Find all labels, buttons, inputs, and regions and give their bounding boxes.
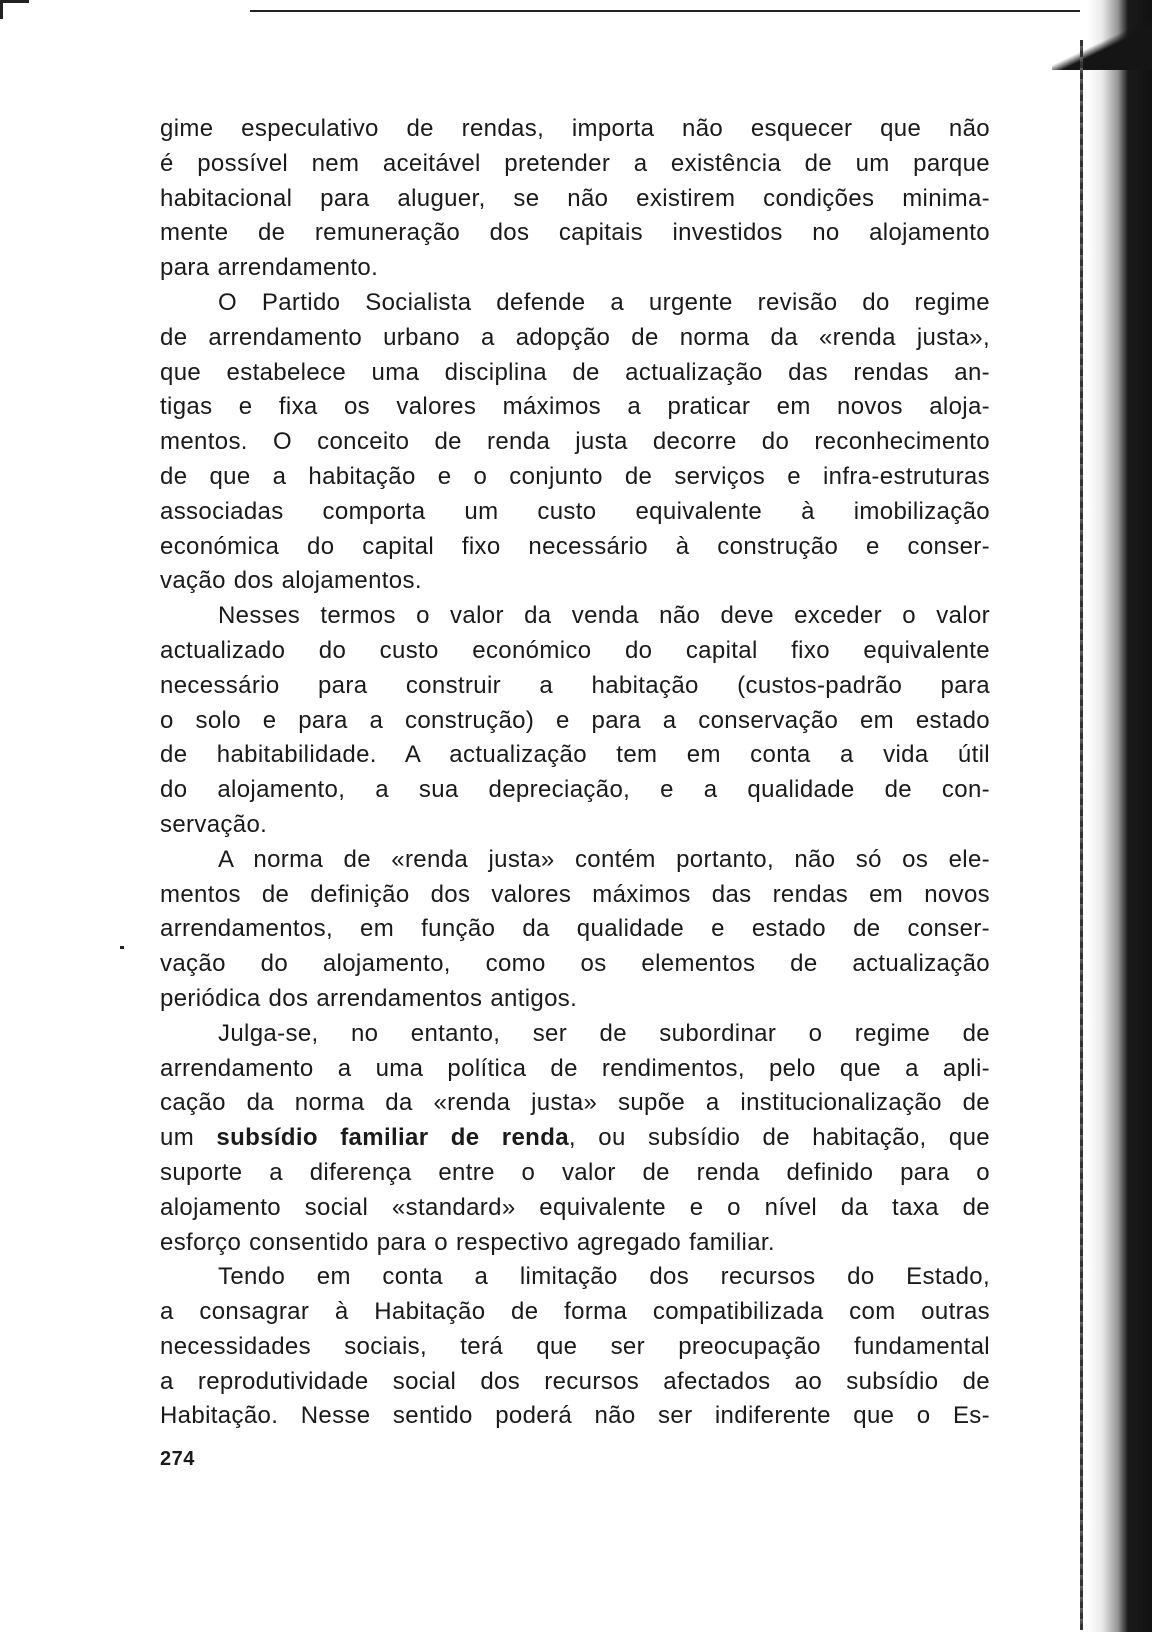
text-line: suporte a diferença entre o valor de renda definido para o <box>160 1158 990 1186</box>
text-line: periódica dos arrendamentos antigos. <box>160 984 578 1012</box>
text-line: O Partido Socialista defende a urgente revisão do regime <box>218 288 990 316</box>
top-rule <box>250 10 1080 12</box>
text-line: esforço consentido para o respectivo agregado familiar. <box>160 1228 775 1256</box>
corner-crop-mark <box>0 0 29 19</box>
text-line: arrendamentos, em função da qualidade e estado de conser- <box>160 915 990 943</box>
text-line: para arrendamento. <box>160 254 379 282</box>
text-line: Habitação. Nesse sentido poderá não ser indiferente que o Es- <box>160 1402 990 1430</box>
text-line: habitacional para aluguer, se não existirem condições minima- <box>160 184 990 212</box>
paragraph <box>160 1017 990 1261</box>
margin-dot <box>120 946 124 949</box>
text-line: actualizado do custo económico do capital fixo equivalente <box>160 636 990 664</box>
page-number: 274 <box>160 1448 195 1470</box>
text-line: Nesses termos o valor da venda não deve exceder o valor <box>218 602 990 630</box>
text-line: servação. <box>160 810 268 838</box>
text-line: Tendo em conta a limitação dos recursos do Estado, <box>218 1263 990 1291</box>
text-line: que estabelece uma disciplina de actualização das rendas an- <box>160 358 990 386</box>
paragraph <box>160 1260 990 1434</box>
text-line: arrendamento a uma política de rendimentos, pelo que a apli- <box>160 1054 990 1082</box>
text-line: a consagrar à Habitação de forma compatibilizada com outras <box>160 1298 990 1326</box>
text-line: mente de remuneração dos capitais investidos no alojamento <box>160 219 990 247</box>
text-line: mentos. O conceito de renda justa decorre do reconhecimento <box>160 428 990 456</box>
book-spine-edge <box>1080 40 1083 1630</box>
text-line: cação da norma da «renda justa» supõe a institucionalização de <box>160 1089 990 1117</box>
paragraph <box>160 286 990 599</box>
body-text <box>160 112 990 1434</box>
text-segment: , ou subsídio de habitação, que <box>568 1124 990 1152</box>
book-spine-shadow <box>1088 0 1152 1632</box>
text-line: necessidades sociais, terá que ser preocupação fundamental <box>160 1332 990 1360</box>
text-line: o solo e para a construção) e para a conservação em estado <box>160 706 990 734</box>
text-line: Julga-se, no entanto, ser de subordinar o regime de <box>218 1019 990 1047</box>
text-line-with-bold <box>160 1121 990 1156</box>
text-line: é possível nem aceitável pretender a existência de um parque <box>160 149 990 177</box>
text-segment: um <box>160 1124 217 1152</box>
text-line: de que a habitação e o conjunto de serviços e infra-estruturas <box>160 462 990 490</box>
paragraph <box>160 599 990 843</box>
bold-term: subsídio familiar de renda <box>216 1124 569 1152</box>
text-line: a reprodutividade social dos recursos afectados ao subsídio de <box>160 1367 990 1395</box>
text-line: vação do alojamento, como os elementos de actualização <box>160 950 990 978</box>
text-line: alojamento social «standard» equivalente e o nível da taxa de <box>160 1193 990 1221</box>
paragraph <box>160 112 990 286</box>
text-line: de habitabilidade. A actualização tem em conta a vida útil <box>160 741 990 769</box>
paragraph <box>160 843 990 1017</box>
text-line: associadas comporta um custo equivalente à imobilização <box>160 497 990 525</box>
text-line: de arrendamento urbano a adopção de norma da «renda justa», <box>160 323 990 351</box>
text-line: do alojamento, a sua depreciação, e a qualidade de con- <box>160 776 990 804</box>
text-line: mentos de definição dos valores máximos das rendas em novos <box>160 880 990 908</box>
text-line: vação dos alojamentos. <box>160 567 422 595</box>
text-line: económica do capital fixo necessário à construção e conser- <box>160 532 990 560</box>
text-line: gime especulativo de rendas, importa não esquecer que não <box>160 115 990 142</box>
text-line: tigas e fixa os valores máximos a praticar em novos aloja- <box>160 393 990 421</box>
text-line: A norma de «renda justa» contém portanto, não só os ele- <box>218 845 990 873</box>
text-line: necessário para construir a habitação (custos-padrão para <box>160 671 990 699</box>
book-spine-fold <box>1052 22 1152 70</box>
